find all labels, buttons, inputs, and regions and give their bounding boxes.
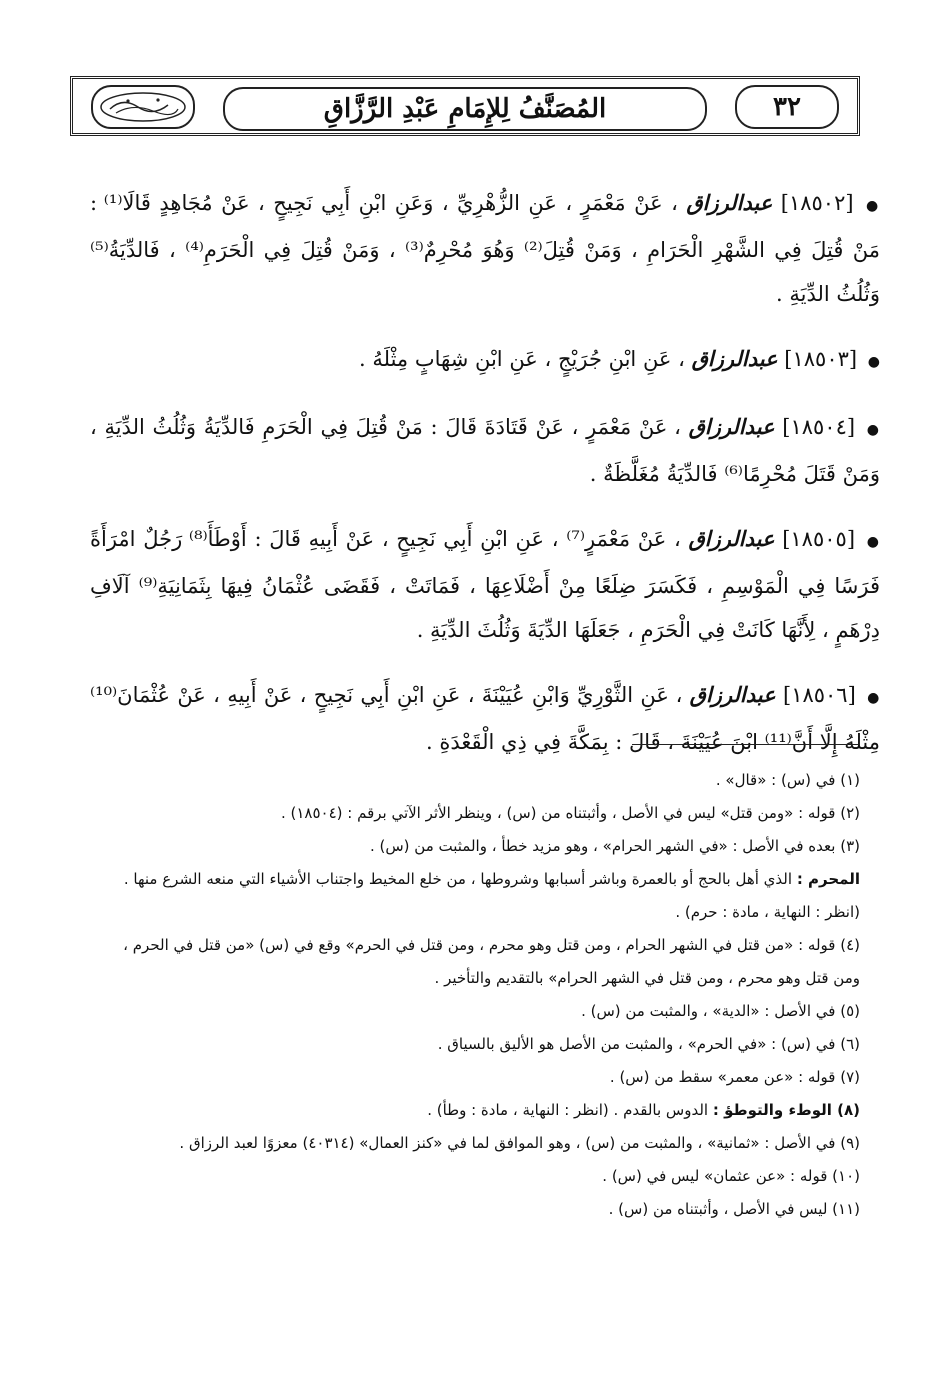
footnote-5: (٥) في الأصل : «الدية» ، والمثبت من (س) . [581,1002,860,1020]
entry-number: [١٨٥٠٦] [782,683,856,707]
footnote-3-gloss: المحرم : الذي أهل بالحج أو بالعمرة وباشر أسبابها وشروطها ، من خلع المخيط واجتناب الأشياء التي منعه الشرع منها . (انظر : النهاية ، مادة : حرم) . [123,870,860,921]
footnote-11: (١١) ليس في الأصل ، وأثبتناه من (س) . [608,1200,860,1218]
footnote-6: (٦) في (س) : «في الحرم» ، والمثبت من الأصل هو الأليق بالسياق . [437,1035,860,1053]
entry-number: [١٨٥٠٥] [782,527,856,551]
entry-author: عبدالرزاق [688,414,775,439]
entry-text: ، عَنْ مَعْمَرٍ ، عَنِ الزُّهْرِيِّ ، وَعَنِ ابْنِ أَبِي نَجِيحٍ ، عَنْ مُجَاهِدٍ قَالَا⁽¹⁾ : مَنْ قُتِلَ فِي الشَّهْرِ الْحَرَامِ ، وَمَنْ قُتِلَ⁽²⁾ وَهُوَ مُحْرِمٌ⁽³⁾ ، وَمَنْ قُتِلَ فِي الْحَرَمِ⁽⁴⁾ ، فَالدِّيَةُ⁽⁵⁾ وَثُلُثُ الدِّيَةِ . [90,191,880,306]
entry-author: عبدالرزاق [691,346,778,371]
bullet-icon: ● [866,534,880,550]
main-text [90,160,880,776]
footnote-1: (١) في (س) : «قال» . [715,771,860,789]
page-number-frame [727,82,847,132]
seal-frame [83,82,203,132]
bullet-icon: ● [866,198,880,214]
bullet-icon: ● [866,422,880,438]
entry-author: عبدالرزاق [686,190,773,215]
footnote-2: (٢) قوله : «ومن قتل» ليس في الأصل ، وأثبتناه من (س) ، وينظر الأثر الآتي برقم : (١٨٥٠٤) . [280,804,860,822]
bullet-icon: ● [867,690,880,706]
hadith-entry-18506 [90,673,880,764]
bullet-icon: ● [867,354,880,370]
entry-number: [١٨٥٠٢] [780,191,854,215]
hadith-entry-18505 [90,517,880,652]
footnotes [95,764,860,1226]
seal-ornament-icon [98,91,188,123]
hadith-entry-18504 [90,405,880,496]
entry-text: ، عَنِ الثَّوْرِيِّ وَابْنِ عُيَيْنَةَ ، عَنِ ابْنِ أَبِي نَجِيحٍ ، عَنْ أَبِيهِ ، عَنْ عُثْمَانَ⁽¹⁰⁾ مِثْلَهُ إِلَّا أَنَّ⁽¹¹⁾ ابْنَ عُيَيْنَةَ ، قَالَ : بِمَكَّةَ فِي ذِي الْقَعْدَةِ . [90,683,880,754]
book-seal-logo [91,85,195,129]
footnote-divider [632,744,858,745]
entry-author: عبدالرزاق [689,682,776,707]
footnote-7: (٧) قوله : «عن معمر» سقط من (س) . [609,1068,860,1086]
entry-text: ، عَنْ مَعْمَرٍ ، عَنْ قَتَادَةَ قَالَ : مَنْ قُتِلَ فِي الْحَرَمِ فَالدِّيَةُ وَثُلُثُ الدِّيَةِ ، وَمَنْ قَتَلَ مُحْرِمًا⁽⁶⁾ فَالدِّيَةُ مُغَلَّظَةٌ . [90,415,880,486]
hadith-entry-18503 [90,337,880,384]
entry-number: [١٨٥٠٣] [784,347,858,371]
entry-text: ، عَنْ مَعْمَرٍ⁽⁷⁾ ، عَنِ ابْنِ أَبِي نَجِيحٍ ، عَنْ أَبِيهِ قَالَ : أَوْطَأَ⁽⁸⁾ رَجُلٌ امْرَأَةً فَرَسًا فِي الْمَوْسِمِ ، فَكَسَرَ ضِلَعًا مِنْ أَضْلَاعِهَا ، فَمَاتَتْ ، فَقَضَى عُثْمَانُ فِيهَا بِثَمَانِيَةِ⁽⁹⁾ آلَافِ دِرْهَمٍ ، لِأَنَّهَا كَانَتْ فِي الْحَرَمِ ، جَعَلَهَا الدِّيَةَ وَثُلُثَ الدِّيَةِ . [90,527,880,642]
entry-author: عبدالرزاق [688,526,775,551]
footnote-4: (٤) قوله : «من قتل في الشهر الحرام ، ومن قتل وهو محرم ، ومن قتل في الحرم» وقع في (س) «من قتل في الحرم ، ومن قتل وهو محرم ، ومن قتل في الشهر الحرام» بالتقديم والتأخير . [123,936,860,987]
page-number: ٣٢ [735,85,839,129]
hadith-entry-18502 [90,181,880,316]
footnote-9: (٩) في الأصل : «ثمانية» ، والمثبت من (س) ، وهو الموافق لما في «كنز العمال» (٤٠٣١٤) معزوًا لعبد الرزاق . [179,1134,860,1152]
running-title: المُصَنَّفُ لِلإِمَامِ عَبْدِ الرَّزَّاقِ [223,87,707,131]
footnote-3: (٣) بعده في الأصل : «في الشهر الحرام» ، وهو مزيد خطأ ، والمثبت من (س) . [369,837,860,855]
footnote-10: (١٠) قوله : «عن عثمان» ليس في (س) . [602,1167,860,1185]
entry-text: ، عَنِ ابْنِ جُرَيْجٍ ، عَنِ ابْنِ شِهَابٍ مِثْلَهُ . [359,347,685,371]
entry-number: [١٨٥٠٤] [782,415,856,439]
running-header [70,76,860,136]
footnote-8: (٨) الوطء والتوطؤ : الدوس بالقدم . (انظر : النهاية ، مادة : وطأ) . [427,1101,860,1119]
